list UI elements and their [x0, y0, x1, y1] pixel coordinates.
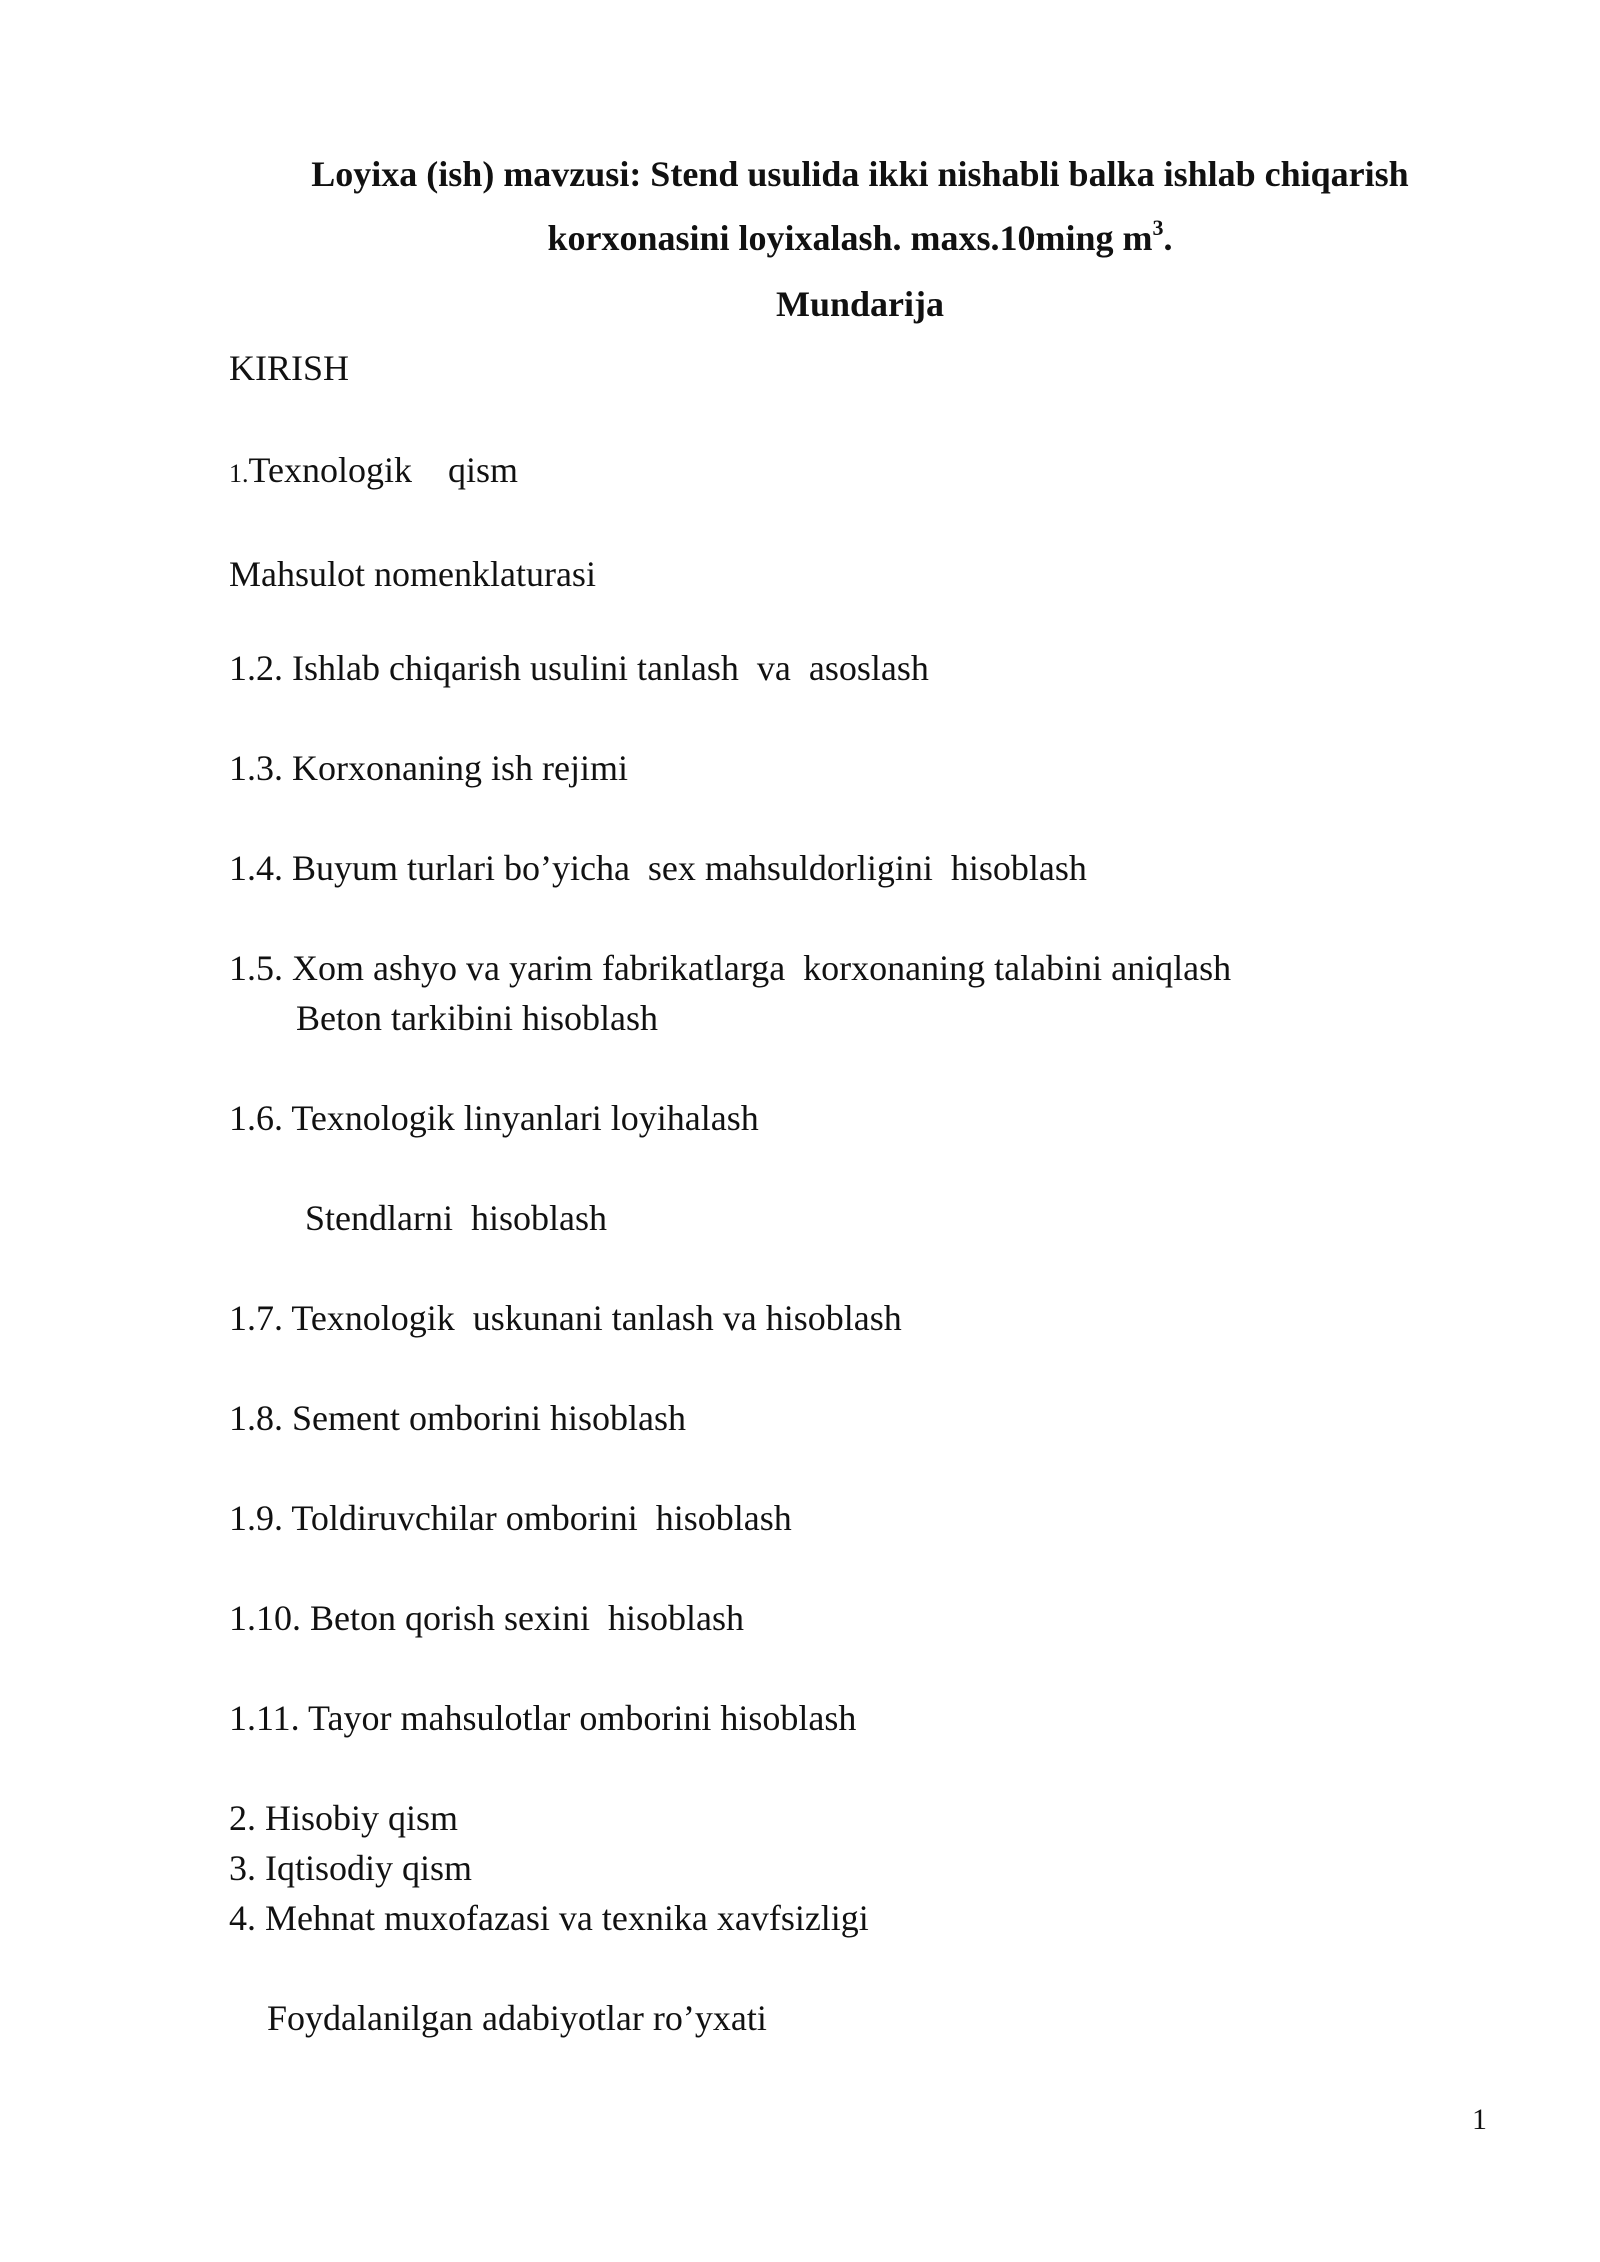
toc-heading: Mundarija [775, 284, 944, 324]
toc-entry: 2. Hisobiy qism [229, 1798, 459, 1838]
toc-entry: Stendlarni hisoblash [305, 1198, 607, 1238]
toc-entry: 1.2. Ishlab chiqarish usulini tanlash va asoslash [229, 648, 929, 688]
toc-entry: 1.6. Texnologik linyanlari loyihalash [229, 1098, 759, 1138]
toc-entry: 1.9. Toldiruvchilar omborini hisoblash [229, 1498, 792, 1538]
toc-intro: KIRISH [229, 348, 350, 388]
toc-entry: 1.8. Sement omborini hisoblash [229, 1398, 686, 1438]
toc-entry: 4. Mehnat muxofazasi va texnika xavfsizligi [229, 1898, 869, 1938]
page-number: 1 [1472, 2103, 1487, 2136]
toc-entry: 3. Iqtisodiy qism [229, 1848, 473, 1888]
title-superscript: 3 [1152, 215, 1164, 240]
document-title-line2 [230, 216, 1490, 260]
title-line2-main: korxonasini loyixalash. maxs.10ming m [547, 218, 1153, 258]
toc-entry: 1.11. Tayor mahsulotlar omborini hisoblash [229, 1698, 857, 1738]
toc-section-1-number: 1. [229, 459, 249, 488]
toc-section-1 [229, 448, 518, 496]
title-line2-end: . [1163, 218, 1173, 258]
toc-entry: 1.7. Texnologik uskunani tanlash va hisoblash [229, 1298, 902, 1338]
toc-entry: 1.3. Korxonaning ish rejimi [229, 748, 628, 788]
toc-entry: Mahsulot nomenklaturasi [229, 554, 596, 594]
toc-entry: Foydalanilgan adabiyotlar ro’yxati [267, 1998, 767, 2038]
toc-entry: 1.10. Beton qorish sexini hisoblash [229, 1598, 744, 1638]
toc-section-1-title: Texnologik qism [248, 450, 518, 490]
toc-entry: 1.5. Xom ashyo va yarim fabrikatlarga korxonaning talabini aniqlash [229, 948, 1232, 988]
toc-entry: 1.4. Buyum turlari bo’yicha sex mahsuldorligini hisoblash [229, 848, 1087, 888]
toc-entry: Beton tarkibini hisoblash [296, 998, 658, 1038]
document-title-line1: Loyixa (ish) mavzusi: Stend usulida ikki nishabli balka ishlab chiqarish [311, 154, 1409, 194]
